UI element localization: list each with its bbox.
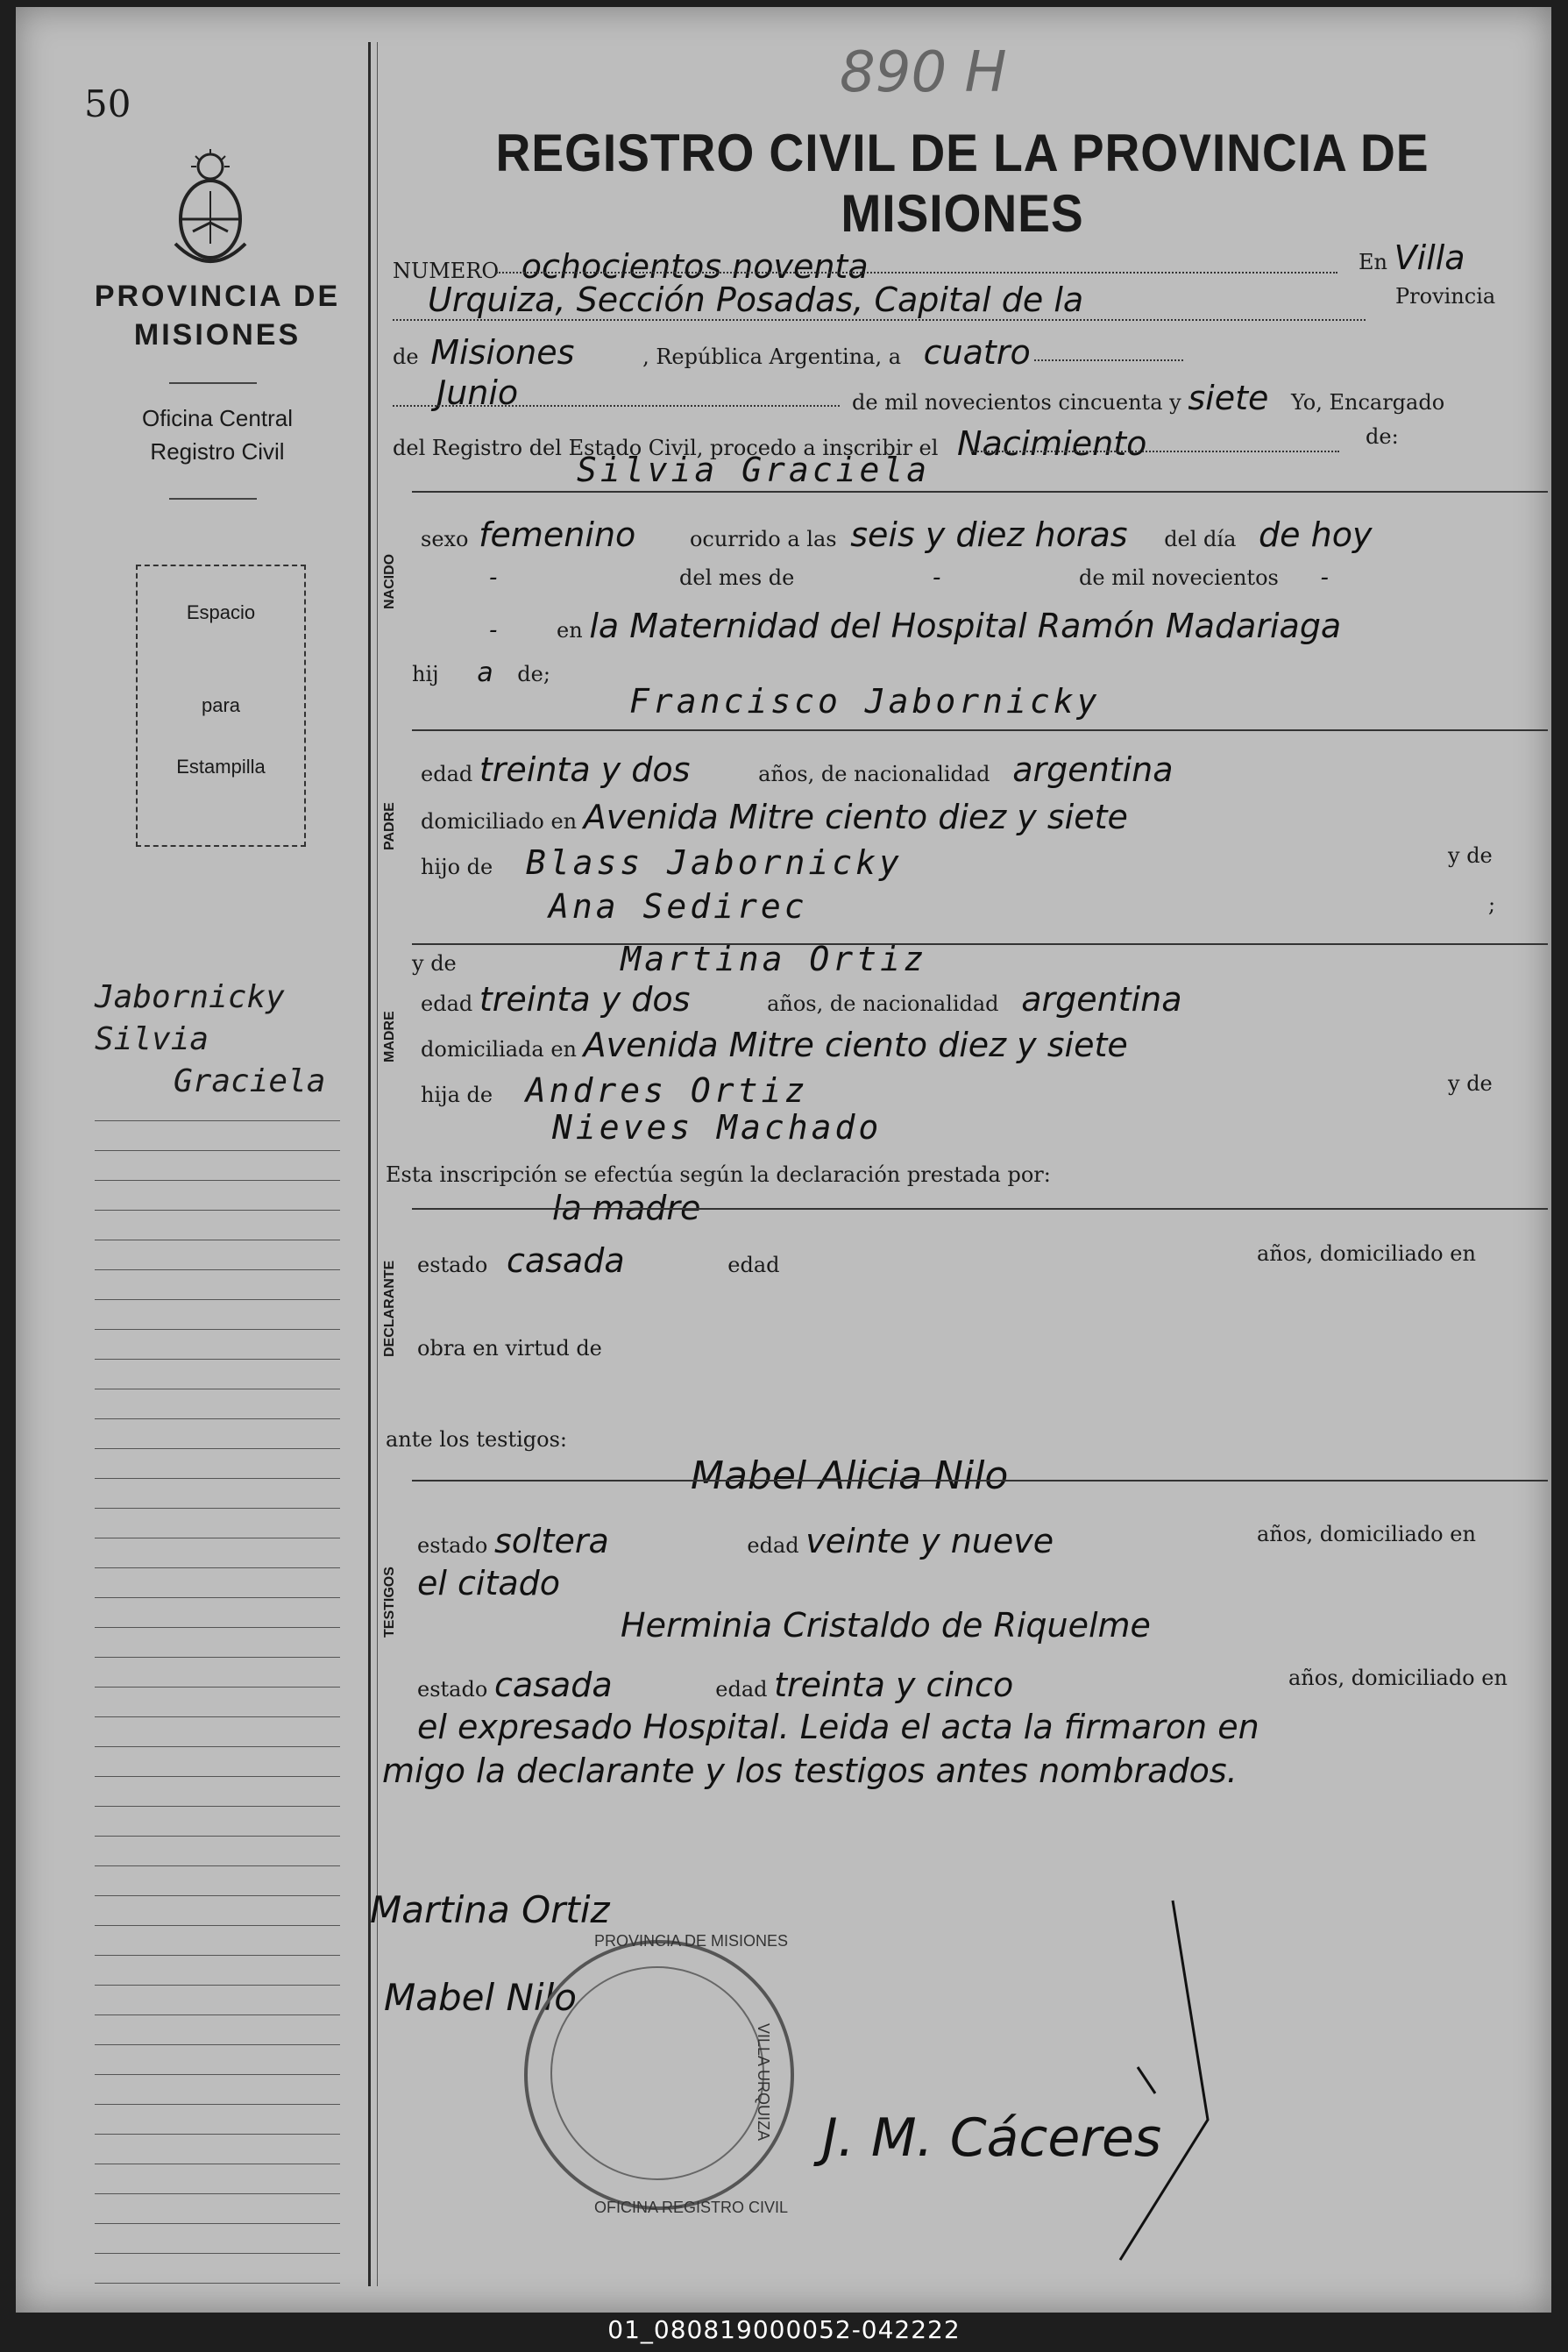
time-value: seis y diez horas — [850, 515, 1128, 554]
dash: - — [489, 565, 498, 591]
divider — [169, 382, 257, 384]
year-value: - — [1320, 565, 1329, 591]
en-value: Villa — [1394, 238, 1465, 277]
image-filename: 01_080819000052-042222 — [607, 2315, 961, 2344]
margin-ruled-line — [95, 1180, 340, 1181]
mother-name-value: Martina Ortiz — [621, 940, 927, 978]
margin-ruled-line — [95, 1418, 340, 1419]
margin-ruled-line — [95, 1776, 340, 1777]
age-label: edad — [421, 762, 473, 786]
section-label-testigos: TESTIGOS — [382, 1567, 397, 1638]
margin-ruled-line — [95, 2104, 340, 2105]
nationality-value: argentina — [1012, 750, 1174, 789]
witnesses-label: ante los testigos: — [386, 1427, 568, 1452]
month-value: - — [933, 565, 941, 591]
register-page — [16, 7, 1551, 2313]
margin-ruled-line — [95, 1925, 340, 1926]
paternal-grandfather-value: Blass Jabornicky — [525, 843, 903, 882]
seal-text-bottom: OFICINA REGISTRO CIVIL — [594, 2199, 789, 2216]
margin-second-name: Graciela — [174, 1063, 326, 1099]
declarante-line-1 — [417, 1241, 780, 1280]
signature-officer-text: J. M. Cáceres — [822, 2107, 1162, 2169]
folio-number: 50 — [84, 82, 131, 125]
age-label: edad — [421, 991, 473, 1016]
margin-ruled-line — [95, 2193, 340, 2194]
seal-text-side: VILLA URQUIZA — [755, 2023, 772, 2142]
act-type-value: Nacimiento — [957, 424, 1147, 463]
margin-rule — [368, 42, 371, 2286]
month-value: Junio — [436, 373, 519, 412]
age-value: treinta y dos — [479, 750, 691, 789]
header-line-2 — [428, 281, 1083, 319]
margin-ruled-line — [95, 2134, 340, 2135]
hij-label: hij — [412, 662, 439, 686]
margin-first-name: Silvia — [95, 1021, 209, 1057]
padre-line-4 — [549, 887, 808, 926]
nationality-label: años, de nacionalidad — [767, 991, 999, 1016]
ocurrido-label: ocurrido a las — [689, 527, 837, 551]
warrant-label: obra en virtud de — [417, 1336, 602, 1361]
marital-status-value: casada — [493, 1666, 613, 1704]
marital-status-value: casada — [506, 1241, 625, 1280]
province-value: Misiones — [430, 333, 575, 372]
signature-witness-text: Mabel Nilo — [384, 1976, 577, 2019]
age-label: edad — [715, 1677, 768, 1702]
yo-label: Yo, Encargado — [1291, 390, 1445, 415]
father-name-value: Francisco Jabornicky — [629, 682, 1101, 721]
seal-text-top: PROVINCIA DE MISIONES — [594, 1932, 789, 1950]
age-label: edad — [727, 1253, 780, 1277]
year-field — [852, 379, 1444, 417]
margin-ruled-line — [95, 2074, 340, 2075]
margin-ruled-line — [95, 1150, 340, 1151]
y-de-label: y de — [1448, 1071, 1493, 1096]
semicolon: ; — [1488, 892, 1496, 917]
margin-ruled-line — [95, 2253, 340, 2254]
margin-ruled-line — [95, 1269, 340, 1270]
en-label: En — [1359, 250, 1387, 274]
witness-2-line — [417, 1666, 1013, 1704]
section-label-declarante: DECLARANTE — [382, 1260, 397, 1358]
year-label: de mil novecientos cincuenta y — [852, 390, 1181, 415]
registrar-label: del Registro del Estado Civil, procedo a inscribir el — [393, 436, 939, 460]
child-name — [577, 451, 930, 489]
parent-of-label: hijo de — [421, 855, 493, 879]
child-name-value: Silvia Graciela — [577, 451, 931, 489]
month-label: del mes de — [679, 565, 795, 590]
margin-ruled-line — [95, 2283, 340, 2284]
official-seal-inner — [550, 1966, 764, 2180]
margin-ruled-line — [95, 1478, 340, 1479]
section-label-madre: MADRE — [382, 1011, 397, 1063]
father-name — [629, 682, 1101, 721]
en-field — [1359, 238, 1465, 277]
maternal-grandfather-value: Andres Ortiz — [525, 1071, 809, 1110]
stamp-space-label: Espacio — [186, 601, 256, 623]
hij-line — [412, 657, 550, 688]
stamp-space-box — [136, 565, 306, 847]
age-value: treinta y dos — [479, 980, 691, 1019]
nacido-line-1 — [421, 515, 1372, 554]
locality-value: Urquiza, Sección Posadas, Capital de la — [428, 281, 1084, 319]
numero-label: NUMERO — [393, 259, 500, 283]
address-value: Avenida Mitre ciento diez y siete — [583, 1026, 1128, 1064]
de-label: de — [393, 345, 419, 369]
province-line1: PROVINCIA DE — [94, 280, 341, 313]
signature-mother-text: Martina Ortiz — [370, 1888, 610, 1931]
day-value: cuatro — [923, 333, 1031, 372]
marital-status-label: estado — [417, 1533, 488, 1558]
witness-1-name-value: Mabel Alicia Nilo — [691, 1453, 1009, 1498]
witness-1-domicile — [417, 1564, 560, 1602]
madre-line-0 — [412, 940, 927, 978]
provincia-label: Provincia — [1395, 284, 1496, 309]
witness-1-line — [417, 1522, 1054, 1560]
padre-line-3 — [421, 843, 903, 882]
signature-flourish — [1068, 1892, 1330, 2286]
office-heading — [103, 401, 331, 468]
padre-line-1 — [421, 750, 1174, 789]
margin-ruled-line — [95, 1448, 340, 1449]
hij-value: a — [477, 657, 493, 688]
page-title: REGISTRO CIVIL DE LA PROVINCIA DE MISIONES — [495, 124, 1430, 243]
age-value: veinte y nueve — [805, 1522, 1054, 1560]
domicile-value: el expresado Hospital. Leida el acta la firmaron en — [417, 1708, 1259, 1746]
margin-ruled-line — [95, 1806, 340, 1807]
place-value: la Maternidad del Hospital Ramón Madariaga — [589, 607, 1342, 645]
witness-2-name — [621, 1606, 1151, 1645]
address-label: domiciliado en — [421, 809, 578, 834]
stamp-space-label: para — [201, 694, 241, 716]
margin-surname: Jabornicky — [95, 979, 285, 1015]
padre-line-2 — [421, 798, 1128, 836]
margin-ruled-line — [95, 2014, 340, 2015]
madre-line-2 — [421, 1026, 1128, 1064]
header-line-3 — [393, 333, 1031, 372]
divider — [169, 498, 257, 500]
nacido-line-2 — [489, 565, 1329, 591]
year-label: de mil novecientos — [1079, 565, 1279, 590]
y-de-label: y de — [412, 951, 457, 976]
domicile-label: años, domiciliado en — [1257, 1241, 1476, 1266]
domicile-value: el citado — [417, 1564, 561, 1602]
section-label-nacido: NACIDO — [382, 553, 397, 609]
margin-ruled-line — [95, 2044, 340, 2045]
margin-rule — [377, 42, 378, 2286]
address-value: Avenida Mitre ciento diez y siete — [583, 798, 1128, 836]
margin-ruled-line — [95, 1955, 340, 1956]
signature-mother — [370, 1888, 610, 1931]
margin-ruled-line — [95, 1716, 340, 1717]
age-label: edad — [747, 1533, 799, 1558]
witness-2-name-value: Herminia Cristaldo de Riquelme — [621, 1606, 1151, 1645]
office-line1: Oficina Central — [142, 405, 293, 431]
margin-ruled-line — [95, 1865, 340, 1866]
nationality-value: argentina — [1021, 980, 1182, 1019]
margin-ruled-line — [95, 2223, 340, 2224]
year-value: siete — [1188, 379, 1269, 417]
en-label: en — [557, 618, 583, 643]
republica-label: , República Argentina, a — [642, 345, 902, 369]
margin-ruled-line — [95, 1567, 340, 1568]
madre-line-4 — [552, 1108, 882, 1147]
domicile-label: años, domiciliado en — [1288, 1666, 1508, 1690]
closing-text: migo la declarante y los testigos antes nombrados. — [382, 1752, 1238, 1790]
declaration-label: Esta inscripción se efectúa según la declaración prestada por: — [386, 1162, 1051, 1187]
margin-ruled-line — [95, 1657, 340, 1658]
margin-ruled-line — [95, 1836, 340, 1837]
section-label-padre: PADRE — [382, 802, 397, 851]
margin-ruled-line — [95, 1746, 340, 1747]
domicile-label: años, domiciliado en — [1257, 1522, 1476, 1546]
margin-ruled-line — [95, 1627, 340, 1628]
coat-of-arms-icon — [167, 147, 254, 270]
day-label: del día — [1164, 527, 1237, 551]
sex-value: femenino — [479, 515, 636, 554]
paternal-grandmother-value: Ana Sedirec — [549, 887, 808, 926]
numero-value: ochocientos noventa — [521, 247, 869, 286]
margin-ruled-line — [95, 1895, 340, 1896]
marital-status-label: estado — [417, 1677, 488, 1702]
left-margin-column — [16, 7, 366, 2313]
marital-status-label: estado — [417, 1253, 488, 1277]
madre-line-1 — [421, 980, 1182, 1019]
stamp-space-label: Estampilla — [176, 756, 266, 778]
dash: - — [489, 617, 498, 643]
de-label: de; — [517, 662, 550, 686]
margin-ruled-line — [95, 1508, 340, 1509]
margin-ruled-line — [95, 1299, 340, 1300]
witness-2-domicile — [417, 1708, 1259, 1746]
sexo-label: sexo — [421, 527, 469, 551]
office-line2: Registro Civil — [150, 438, 285, 465]
margin-ruled-line — [95, 1597, 340, 1598]
de-label: de: — [1366, 424, 1399, 449]
margin-name — [95, 977, 358, 1103]
day-value: de hoy — [1259, 515, 1373, 554]
margin-ruled-line — [95, 1329, 340, 1330]
province-line2: MISIONES — [133, 318, 302, 352]
declarant-value: la madre — [552, 1189, 701, 1227]
margin-ruled-line — [95, 1985, 340, 1986]
closing-line — [382, 1752, 1238, 1790]
margin-ruled-line — [95, 1120, 340, 1121]
archive-note: 890 H — [840, 40, 1007, 105]
nationality-label: años, de nacionalidad — [758, 762, 990, 786]
y-de-label: y de — [1448, 843, 1493, 868]
madre-line-3 — [421, 1071, 808, 1110]
margin-ruled-line — [95, 1210, 340, 1211]
maternal-grandmother-value: Nieves Machado — [552, 1108, 883, 1147]
address-label: domiciliada en — [421, 1037, 577, 1062]
age-value: treinta y cinco — [774, 1666, 1014, 1704]
nacido-line-3 — [489, 607, 1341, 645]
marital-status-value: soltera — [493, 1522, 609, 1560]
parent-of-label: hija de — [421, 1083, 493, 1107]
province-heading — [68, 277, 366, 354]
margin-ruled-line — [95, 1687, 340, 1688]
margin-ruled-line — [95, 1359, 340, 1360]
